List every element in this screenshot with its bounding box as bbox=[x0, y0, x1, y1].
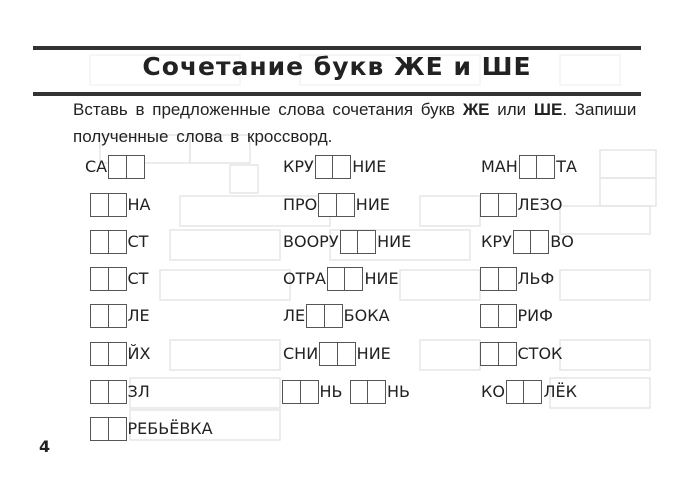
instruction-part2: или bbox=[489, 100, 534, 119]
word-jest bbox=[90, 265, 149, 293]
answer-cells[interactable] bbox=[306, 304, 343, 328]
answer-cells[interactable] bbox=[327, 267, 364, 291]
instruction-part3: . Запиши полученные слова в кроссворд. bbox=[73, 100, 637, 146]
word-shele bbox=[90, 302, 151, 330]
word-zhelezo bbox=[480, 191, 564, 219]
word-suffix: СТОК bbox=[517, 344, 563, 363]
letter-cell[interactable] bbox=[90, 267, 109, 291]
letter-cell[interactable] bbox=[327, 267, 346, 291]
letter-cell[interactable] bbox=[536, 155, 555, 179]
word-suffix: ЛЕ bbox=[127, 306, 150, 325]
letter-cell[interactable] bbox=[523, 380, 542, 404]
letter-cell[interactable] bbox=[350, 380, 369, 404]
answer-cells[interactable] bbox=[513, 230, 550, 254]
letter-cell[interactable] bbox=[519, 155, 538, 179]
letter-cell[interactable] bbox=[498, 304, 517, 328]
letter-cell[interactable] bbox=[90, 230, 109, 254]
word-sa-je bbox=[84, 153, 145, 181]
letter-cell[interactable] bbox=[319, 342, 338, 366]
letter-cell[interactable] bbox=[282, 380, 301, 404]
word-suffix: ЗЛ bbox=[127, 382, 150, 401]
instruction-part1: Вставь в предложенные слова сочетания букв bbox=[73, 100, 463, 119]
letter-cell[interactable] bbox=[300, 380, 319, 404]
letter-cell[interactable] bbox=[506, 380, 525, 404]
answer-cells[interactable] bbox=[519, 155, 556, 179]
title-bar bbox=[33, 46, 641, 96]
word-prefix: КО bbox=[481, 382, 505, 401]
answer-cells[interactable] bbox=[480, 193, 517, 217]
word-suffix: НИЕ bbox=[356, 344, 391, 363]
answer-cells[interactable] bbox=[480, 304, 517, 328]
word-manzheta bbox=[480, 153, 578, 181]
letter-cell[interactable] bbox=[108, 230, 127, 254]
answer-cells[interactable] bbox=[90, 230, 127, 254]
word-proshenie bbox=[282, 191, 391, 219]
letter-cell[interactable] bbox=[530, 230, 549, 254]
word-suffix: НА bbox=[127, 195, 151, 214]
word-vooruzhenie bbox=[282, 228, 412, 256]
word-prefix: ЛЕ bbox=[283, 306, 306, 325]
page-number: 4 bbox=[39, 437, 51, 456]
letter-cell[interactable] bbox=[108, 417, 127, 441]
letter-cell[interactable] bbox=[357, 230, 376, 254]
word-suffix: БОКА bbox=[343, 306, 390, 325]
letter-cell[interactable] bbox=[332, 155, 351, 179]
instruction-text bbox=[73, 96, 653, 150]
letter-cell[interactable] bbox=[90, 193, 109, 217]
letter-cell[interactable] bbox=[513, 230, 532, 254]
word-kruzhevo bbox=[480, 228, 575, 256]
letter-cell[interactable] bbox=[498, 193, 517, 217]
word-suffix: НЬ bbox=[387, 382, 411, 401]
word-prefix: МАН bbox=[481, 157, 518, 176]
letter-cell[interactable] bbox=[340, 230, 359, 254]
letter-cell[interactable] bbox=[498, 267, 517, 291]
word-prefix: ВООРУ bbox=[283, 232, 339, 251]
word-suffix: РИФ bbox=[517, 306, 553, 325]
letter-cell[interactable] bbox=[126, 155, 145, 179]
word-prefix: СНИ bbox=[283, 344, 319, 363]
letter-cell[interactable] bbox=[90, 380, 109, 404]
answer-cells[interactable] bbox=[340, 230, 377, 254]
letter-cell[interactable] bbox=[480, 304, 499, 328]
answer-cells[interactable] bbox=[480, 267, 517, 291]
word-prefix: ПРО bbox=[283, 195, 318, 214]
word-suffix: НЬ bbox=[319, 382, 343, 401]
letter-cell[interactable] bbox=[324, 304, 343, 328]
word-shelf bbox=[480, 265, 555, 293]
letter-cell[interactable] bbox=[336, 193, 355, 217]
word-prefix: СА bbox=[85, 157, 108, 176]
answer-cells[interactable] bbox=[315, 155, 352, 179]
letter-cell[interactable] bbox=[480, 193, 499, 217]
answer-cells[interactable] bbox=[318, 193, 355, 217]
word-suffix: ЛЁК bbox=[543, 382, 577, 401]
letter-cell[interactable] bbox=[480, 267, 499, 291]
answer-cells[interactable] bbox=[90, 417, 127, 441]
word-suffix: ЙХ bbox=[127, 344, 151, 363]
answer-cells[interactable] bbox=[282, 380, 319, 404]
word-snizhenie bbox=[282, 340, 392, 368]
letter-cell[interactable] bbox=[90, 342, 109, 366]
word-suffix: ВО bbox=[550, 232, 574, 251]
word-suffix: СТ bbox=[127, 269, 149, 288]
word-prefix: КРУ bbox=[481, 232, 512, 251]
word-prefix: ОТРА bbox=[283, 269, 326, 288]
letter-cell[interactable] bbox=[315, 155, 334, 179]
word-otrazhenie bbox=[282, 265, 400, 293]
word-suffix: НИЕ bbox=[364, 269, 399, 288]
answer-cells[interactable] bbox=[90, 304, 127, 328]
word-prefix: КРУ bbox=[283, 157, 314, 176]
letter-cell[interactable] bbox=[367, 380, 386, 404]
word-zhen-shen bbox=[282, 378, 411, 406]
answer-cells[interactable] bbox=[108, 155, 145, 179]
word-suffix: НИЕ bbox=[355, 195, 390, 214]
word-shestok bbox=[480, 340, 563, 368]
letter-cell[interactable] bbox=[108, 155, 127, 179]
word-shrift bbox=[480, 302, 554, 330]
letter-cell[interactable] bbox=[306, 304, 325, 328]
word-koshelyok bbox=[480, 378, 578, 406]
word-suffix: НИЕ bbox=[377, 232, 412, 251]
word-suffix: НИЕ bbox=[352, 157, 387, 176]
word-lezheboka bbox=[282, 302, 391, 330]
answer-cells[interactable] bbox=[90, 342, 127, 366]
letter-cell[interactable] bbox=[337, 342, 356, 366]
letter-cell[interactable] bbox=[498, 342, 517, 366]
answer-cells[interactable] bbox=[90, 267, 127, 291]
letter-cell[interactable] bbox=[90, 417, 109, 441]
letter-cell[interactable] bbox=[90, 304, 109, 328]
instruction-she: ШЕ bbox=[533, 100, 563, 119]
instruction-je: ЖЕ bbox=[462, 100, 490, 119]
word-sheikh bbox=[90, 340, 151, 368]
answer-cells[interactable] bbox=[90, 380, 127, 404]
answer-cells[interactable] bbox=[90, 193, 127, 217]
letter-cell[interactable] bbox=[108, 380, 127, 404]
word-kruzhenie bbox=[282, 153, 387, 181]
word-suffix: СТ bbox=[127, 232, 149, 251]
page-title: Сочетание букв ЖЕ и ШЕ bbox=[142, 52, 532, 81]
answer-cells[interactable] bbox=[319, 342, 356, 366]
word-suffix: ЛЬФ bbox=[517, 269, 555, 288]
word-shena bbox=[90, 191, 151, 219]
word-shest bbox=[90, 228, 149, 256]
word-zhezl bbox=[90, 378, 151, 406]
word-suffix: ТА bbox=[556, 157, 577, 176]
letter-cell[interactable] bbox=[108, 342, 127, 366]
letter-cell[interactable] bbox=[108, 267, 127, 291]
word-suffix: ЛЕЗО bbox=[517, 195, 563, 214]
letter-cell[interactable] bbox=[344, 267, 363, 291]
letter-cell[interactable] bbox=[108, 193, 127, 217]
letter-cell[interactable] bbox=[480, 342, 499, 366]
answer-cells[interactable] bbox=[350, 380, 387, 404]
answer-cells[interactable] bbox=[480, 342, 517, 366]
answer-cells[interactable] bbox=[506, 380, 543, 404]
letter-cell[interactable] bbox=[318, 193, 337, 217]
word-suffix: РЕБЬЁВКА bbox=[127, 419, 213, 438]
word-zherebyovka bbox=[90, 415, 214, 443]
letter-cell[interactable] bbox=[108, 304, 127, 328]
